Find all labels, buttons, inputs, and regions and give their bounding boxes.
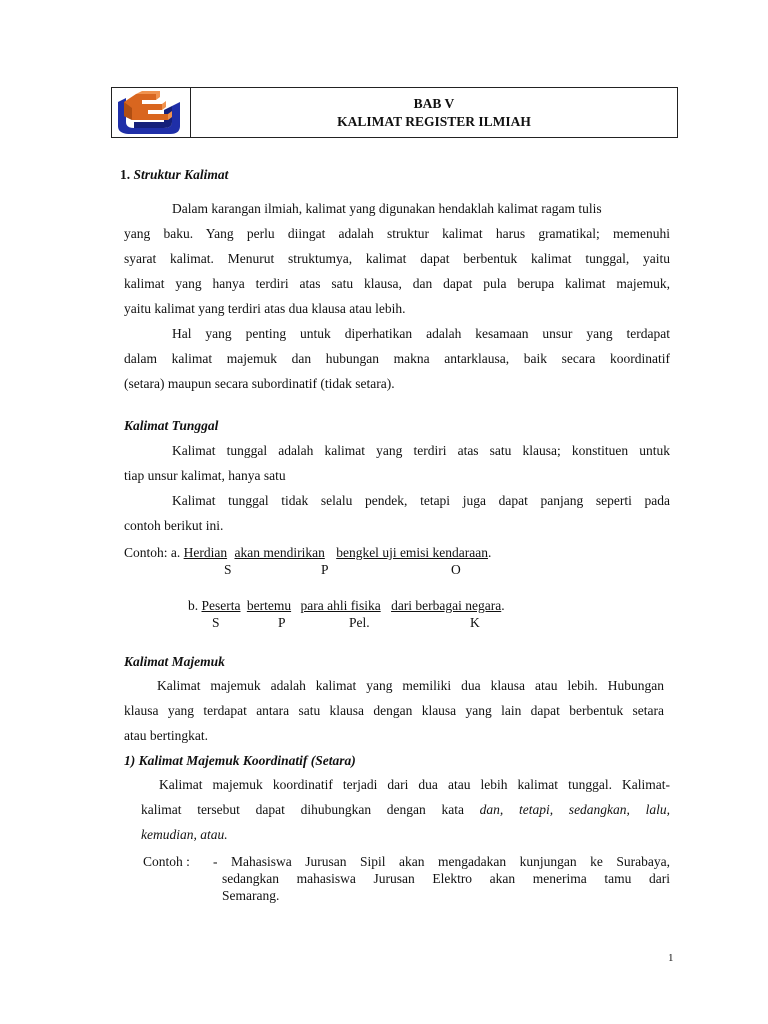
contoh-text — [213, 853, 670, 904]
example-prefix: Contoh: a. — [124, 545, 181, 560]
example-word: bengkel uji emisi kendaraan — [336, 545, 489, 560]
text-line-mixed — [141, 797, 670, 822]
text-line: Dalam karangan ilmiah, kalimat yang digunakan hendaklah kalimat ragam tulis — [172, 201, 602, 216]
text-line: Kalimat tunggal adalah kalimat yang terdiri atas satu klausa; konstituen untuk — [172, 443, 670, 458]
example-end: . — [488, 545, 492, 560]
section-number: 1. — [120, 167, 131, 182]
paragraph-tunggal-1 — [124, 438, 670, 488]
text-line: syarat kalimat. Menurut struktumya, kalimat dapat berbentuk kalimat tunggal, yaitu — [124, 251, 670, 266]
example-word: akan mendirikan — [234, 545, 325, 560]
example-label: Pel. — [349, 615, 370, 630]
paragraph-struktur-1 — [124, 196, 670, 321]
text-line: Kalimat majemuk koordinatif terjadi dari dua atau lebih kalimat tunggal. Kalimat- — [159, 777, 670, 792]
example-end: . — [501, 598, 505, 613]
section-heading — [120, 166, 228, 184]
text-line: yaitu kalimat yang terdiri atas dua klausa atau lebih. — [124, 301, 406, 316]
text-plain: kalimat tersebut dapat dihubungkan dengan kata — [141, 802, 480, 817]
subsection-heading-majemuk — [124, 653, 225, 671]
text-line: contoh berikut ini. — [124, 518, 224, 533]
text-line: Kalimat majemuk adalah kalimat yang memiliki dua klausa atau lebih. Hubungan — [157, 678, 664, 693]
example-word: Peserta — [201, 598, 241, 613]
text-line: Kalimat tunggal tidak selalu pendek, tetapi juga dapat panjang seperti pada — [172, 493, 670, 508]
text-line: yang baku. Yang perlu diingat adalah struktur kalimat harus gramatikal; memenuhi — [124, 226, 670, 241]
paragraph-majemuk-1 — [124, 673, 664, 748]
example-a-sentence — [124, 544, 491, 561]
logo-cell — [112, 88, 191, 137]
text-line: tiap unsur kalimat, hanya satu — [124, 468, 286, 483]
text-line: Hal yang penting untuk diperhatikan adalah kesamaan unsur yang terdapat — [172, 326, 670, 341]
text-italic: dan, tetapi, sedangkan, lalu, — [479, 802, 671, 817]
example-label: K — [470, 615, 480, 630]
example-word: dari berbagai negara — [391, 598, 502, 613]
text-line: Semarang. — [222, 888, 280, 903]
text-line: atau bertingkat. — [124, 728, 208, 743]
paragraph-tunggal-2 — [124, 488, 670, 538]
institution-logo-icon — [112, 88, 190, 137]
subsection-heading-tunggal — [124, 417, 218, 435]
example-b-sentence — [188, 597, 505, 614]
section-title: Struktur Kalimat — [133, 167, 229, 182]
chapter-title: KALIMAT REGISTER ILMIAH — [337, 114, 531, 129]
sub-subsection-heading — [124, 752, 356, 770]
example-word: bertemu — [246, 598, 292, 613]
example-label: P — [321, 562, 329, 577]
text-line: (setara) maupun secara subordinatif (tidak setara). — [124, 376, 395, 391]
example-label: P — [278, 615, 286, 630]
subsection-title: Kalimat Majemuk — [124, 654, 225, 669]
paragraph-koordinatif — [141, 772, 670, 847]
chapter-title-cell — [191, 88, 677, 137]
example-word: Herdian — [183, 545, 228, 560]
text-line: dalam kalimat majemuk dan hubungan makna antarklausa, baik secara koordinatif — [124, 351, 670, 366]
text-italic: kemudian, atau. — [141, 827, 228, 842]
contoh-label: Contoh : — [143, 854, 190, 869]
subsection-title: Kalimat Tunggal — [124, 418, 219, 433]
example-prefix: b. — [188, 598, 199, 613]
example-word: para ahli fisika — [300, 598, 381, 613]
page-number: 1 — [668, 952, 674, 964]
example-label: S — [212, 615, 220, 630]
text-line: klausa yang terdapat antara satu klausa dengan klausa yang lain dapat berbentuk setara — [124, 703, 664, 718]
sub-subsection-title: 1) Kalimat Majemuk Koordinatif (Setara) — [124, 753, 356, 768]
paragraph-struktur-2 — [124, 321, 670, 396]
example-label: S — [224, 562, 232, 577]
chapter-header-box — [111, 87, 678, 138]
text-line: kalimat yang hanya terdiri atas satu klausa, dan dapat pula berupa kalimat majemuk, — [124, 276, 670, 291]
example-label: O — [451, 562, 461, 577]
chapter-number: BAB V — [413, 96, 455, 111]
text-line: sedangkan mahasiswa Jurusan Elektro akan menerima tamu dari — [222, 871, 670, 886]
text-line: - Mahasiswa Jurusan Sipil akan mengadakan kunjungan ke Surabaya, — [213, 854, 670, 869]
